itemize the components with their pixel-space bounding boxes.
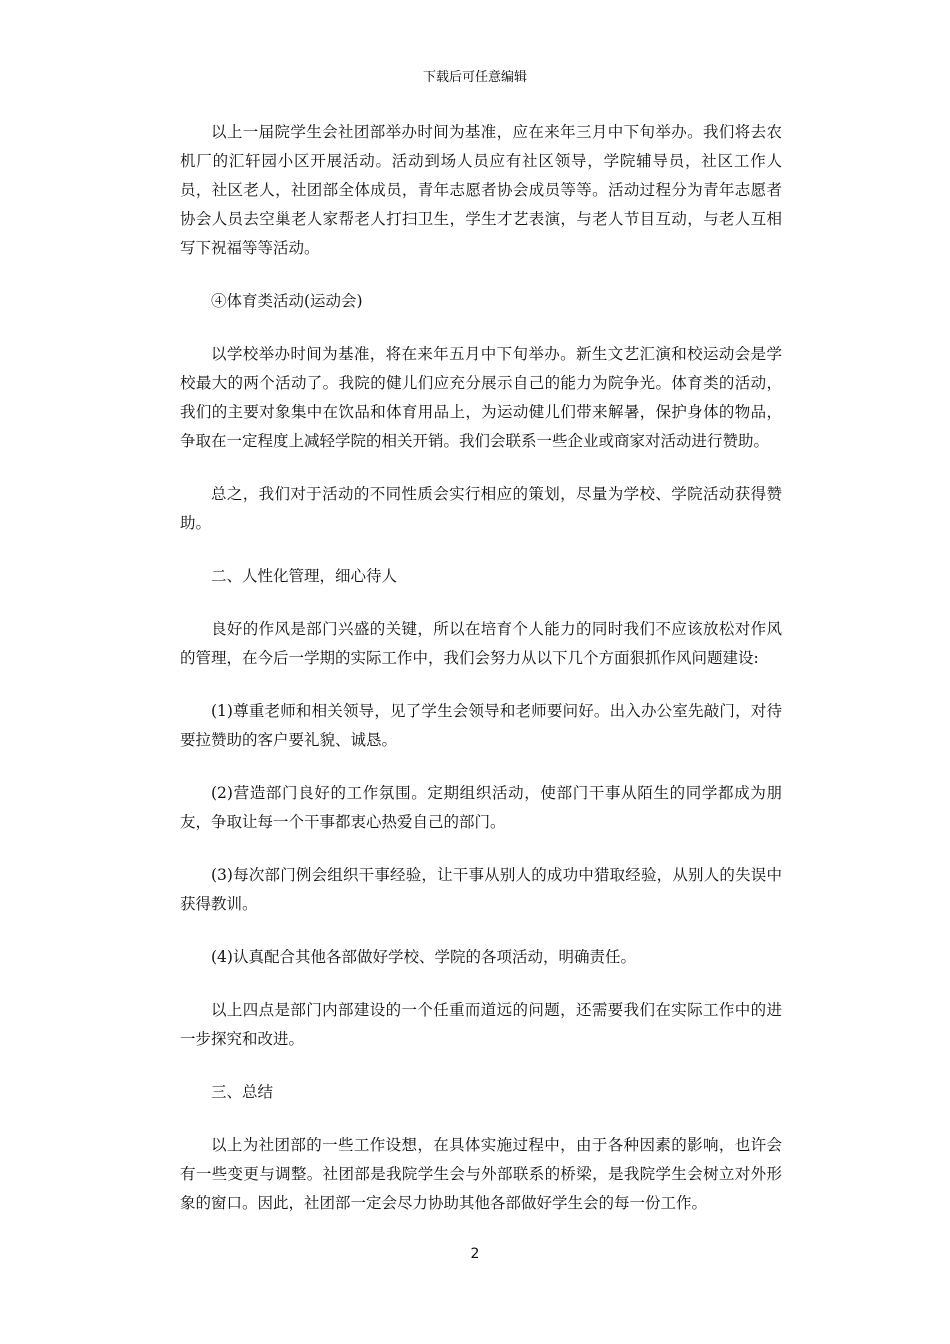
list-item-1: (1)尊重老师和相关领导，见了学生会领导和老师要问好。出入办公室先敲门，对待要拉赞助的客户要礼貌、诚恳。	[180, 702, 782, 749]
page-number: 2	[470, 1246, 480, 1262]
section-heading-management: 二、人性化管理，细心待人	[211, 567, 398, 585]
subheading-sports-activity: ④体育类活动(运动会)	[211, 292, 363, 310]
page-header: 下载后可任意编辑	[422, 70, 527, 85]
list-item-4: (4)认真配合其他各部做好学校、学院的各项活动，明确责任。	[211, 948, 636, 966]
paragraph-sports-activity: 以学校举办时间为基准，将在来年五月中下旬举办。新生文艺汇演和校运动会是学校最大的两个活动了。我院的健儿们应充分展示自己的能力为院争光。体育类的活动，我们的主要对象集中在饮品和体育用品上，为运动健儿们带来解暑，保护身体的物品，争取在一定程度上减轻学院的相关开销。我们会联系一些企业或商家对活动进行赞助。	[180, 345, 782, 450]
paragraph-conclusion: 以上为社团部的一些工作设想，在具体实施过程中，由于各种因素的影响，也许会有一些变更与调整。社团部是我院学生会与外部联系的桥梁，是我院学生会树立对外形象的窗口。因此，社团部一定会尽力协助其他各部做好学生会的每一份工作。	[180, 1136, 782, 1212]
section-heading-conclusion: 三、总结	[211, 1083, 274, 1101]
document-body	[180, 118, 782, 1242]
paragraph-four-points: 以上四点是部门内部建设的一个任重而道远的问题，还需要我们在实际工作中的进一步探究和改进。	[180, 1001, 782, 1048]
paragraph-summary-sponsorship: 总之，我们对于活动的不同性质会实行相应的策划，尽量为学校、学院活动获得赞助。	[180, 485, 782, 532]
paragraph-management-intro: 良好的作风是部门兴盛的关键，所以在培育个人能力的同时我们不应该放松对作风的管理，在今后一学期的实际工作中，我们会努力从以下几个方面狠抓作风问题建设:	[180, 620, 782, 667]
list-item-2: (2)营造部门良好的工作氛围。定期组织活动，使部门干事从陌生的同学都成为朋友，争取让每一个干事都衷心热爱自己的部门。	[180, 784, 782, 831]
list-item-3: (3)每次部门例会组织干事经验，让干事从别人的成功中猎取经验，从别人的失误中获得教训。	[180, 866, 782, 913]
paragraph-community-activity: 以上一届院学生会社团部举办时间为基准，应在来年三月中下旬举办。我们将去农机厂的汇轩园小区开展活动。活动到场人员应有社区领导，学院辅导员，社区工作人员，社区老人，社团部全体成员，青年志愿者协会成员等等。活动过程分为青年志愿者协会人员去空巢老人家帮老人打扫卫生，学生才艺表演，与老人节目互动，与老人互相写下祝福等等活动。	[180, 123, 782, 257]
